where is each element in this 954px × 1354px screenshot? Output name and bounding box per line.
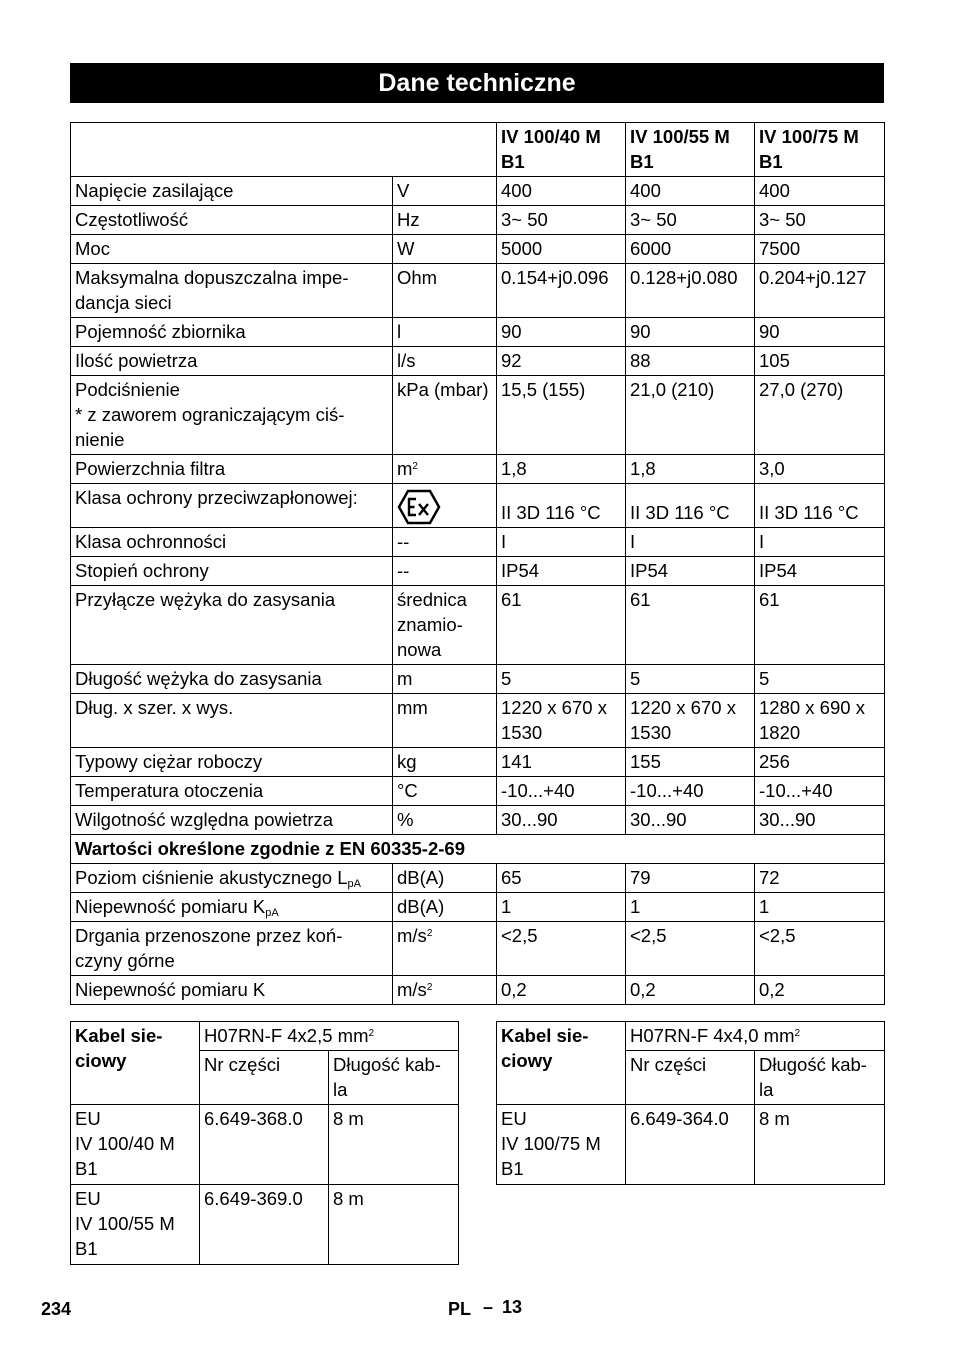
unit-sup: 2	[412, 461, 418, 472]
ex-symbol-icon	[397, 489, 441, 525]
row-label: Dług. x szer. x wys.	[71, 694, 393, 748]
row-value: 256	[755, 748, 885, 777]
row-unit: --	[393, 557, 497, 586]
table-row	[71, 1105, 459, 1185]
row-value: -10...+40	[755, 777, 885, 806]
row-value: 30...90	[755, 806, 885, 835]
cable-part: 6.649-369.0	[200, 1185, 329, 1265]
row-unit: °C	[393, 777, 497, 806]
row-value: 61	[497, 586, 626, 665]
cable-region: EU	[75, 1108, 101, 1129]
row-label	[71, 893, 393, 922]
row-label: Klasa ochronności	[71, 528, 393, 557]
cable-header-row	[71, 1022, 459, 1051]
row-value: 21,0 (210)	[626, 376, 755, 455]
model-header: IV 100/55 M B1	[626, 123, 755, 177]
row-value: IP54	[755, 557, 885, 586]
label-sub: pA	[265, 907, 279, 919]
row-value: 0,2	[755, 976, 885, 1005]
row-unit: l	[393, 318, 497, 347]
row-value: 0.128+j0.080	[626, 264, 755, 318]
row-value: 61	[626, 586, 755, 665]
row-value: 1,8	[626, 455, 755, 484]
cable-part: 6.649-364.0	[626, 1105, 755, 1185]
row-unit	[393, 922, 497, 976]
row-unit: kPa (mbar)	[393, 376, 497, 455]
row-value: IP54	[497, 557, 626, 586]
col-cable-length: Długość kab-la	[755, 1051, 885, 1105]
row-value: 1	[497, 893, 626, 922]
row-value: 3,0	[755, 455, 885, 484]
row-value: 155	[626, 748, 755, 777]
table-row	[71, 864, 885, 893]
row-unit: W	[393, 235, 497, 264]
row-unit: mm	[393, 694, 497, 748]
cable-table-left	[70, 1021, 459, 1265]
row-label: Pojemność zbiornika	[71, 318, 393, 347]
row-value: IP54	[626, 557, 755, 586]
row-label: Drgania przenoszone przez koń-czyny górne	[71, 922, 393, 976]
row-value: 79	[626, 864, 755, 893]
row-label: Ilość powietrza	[71, 347, 393, 376]
row-value: 5000	[497, 235, 626, 264]
row-unit: dB(A)	[393, 893, 497, 922]
row-value: 30...90	[626, 806, 755, 835]
cable-region: EU	[501, 1108, 527, 1129]
cable-length: 8 m	[329, 1105, 459, 1185]
row-value: 90	[755, 318, 885, 347]
row-value: 1	[755, 893, 885, 922]
row-value: 3~ 50	[626, 206, 755, 235]
row-value: 72	[755, 864, 885, 893]
cable-part: 6.649-368.0	[200, 1105, 329, 1185]
row-value: 15,5 (155)	[497, 376, 626, 455]
page-number: 234	[41, 1299, 72, 1319]
row-unit: m	[393, 665, 497, 694]
table-row	[71, 455, 885, 484]
cable-region: EU	[75, 1188, 101, 1209]
row-unit: l/s	[393, 347, 497, 376]
row-value: 400	[497, 177, 626, 206]
row-label: Moc	[71, 235, 393, 264]
cable-model	[497, 1105, 626, 1185]
row-value: 27,0 (270)	[755, 376, 885, 455]
row-value: <2,5	[755, 922, 885, 976]
unit-text: m/s	[397, 925, 427, 946]
section-page: 13	[502, 1297, 523, 1317]
row-value: II 3D 116 °C	[626, 484, 755, 528]
row-value: I	[755, 528, 885, 557]
header-empty-cell	[71, 123, 497, 177]
row-value: 1280 x 690 x 1820	[755, 694, 885, 748]
row-value: 61	[755, 586, 885, 665]
language-code: PL	[448, 1299, 472, 1319]
table-row	[71, 748, 885, 777]
unit-text: m	[397, 458, 413, 479]
cable-type-sup: 2	[794, 1028, 801, 1039]
page-title: Dane techniczne	[70, 63, 884, 103]
unit-text: m/s	[397, 979, 427, 1000]
row-value: 5	[497, 665, 626, 694]
table-row	[71, 528, 885, 557]
row-value: 5	[755, 665, 885, 694]
row-value: 0,2	[497, 976, 626, 1005]
section-heading: Wartości określone zgodnie z EN 60335-2-69	[71, 835, 885, 864]
row-value: II 3D 116 °C	[497, 484, 626, 528]
cable-model-name: IV 100/75 M B1	[501, 1133, 601, 1179]
row-unit: średnica znamio-nowa	[393, 586, 497, 665]
table-row	[71, 376, 885, 455]
technical-data-table	[70, 122, 885, 1005]
cable-model	[71, 1105, 200, 1185]
row-value: 400	[755, 177, 885, 206]
row-value: 65	[497, 864, 626, 893]
row-value: -10...+40	[497, 777, 626, 806]
table-row	[71, 893, 885, 922]
cable-length: 8 m	[329, 1185, 459, 1265]
model-header: IV 100/75 M B1	[755, 123, 885, 177]
row-label: Przyłącze wężyka do zasysania	[71, 586, 393, 665]
table-row	[71, 347, 885, 376]
table-row	[71, 177, 885, 206]
row-label: Klasa ochrony przeciwzapłonowej:	[71, 484, 393, 528]
cable-length: 8 m	[755, 1105, 885, 1185]
row-label: Długość wężyka do zasysania	[71, 665, 393, 694]
cable-header: Kabel sie-ciowy	[497, 1022, 626, 1105]
label-text: Poziom ciśnienie akustycznego L	[75, 867, 348, 888]
row-unit	[393, 455, 497, 484]
row-value: 1220 x 670 x 1530	[626, 694, 755, 748]
row-value: 105	[755, 347, 885, 376]
cable-model-name: IV 100/55 M B1	[75, 1213, 175, 1259]
row-value: 5	[626, 665, 755, 694]
row-unit	[393, 976, 497, 1005]
table-row	[71, 976, 885, 1005]
model-header: IV 100/40 M B1	[497, 123, 626, 177]
table-row	[71, 586, 885, 665]
table-row	[71, 484, 885, 528]
cable-table-right	[496, 1021, 885, 1185]
row-unit: --	[393, 528, 497, 557]
row-value: 6000	[626, 235, 755, 264]
row-unit: Hz	[393, 206, 497, 235]
row-label: Temperatura otoczenia	[71, 777, 393, 806]
col-cable-length: Długość kab-la	[329, 1051, 459, 1105]
cable-type	[626, 1022, 885, 1051]
row-label: Stopień ochrony	[71, 557, 393, 586]
section-row	[71, 835, 885, 864]
table-row	[71, 1185, 459, 1265]
row-label	[71, 864, 393, 893]
row-label: Wilgotność względna powietrza	[71, 806, 393, 835]
row-value: 30...90	[497, 806, 626, 835]
cable-header-row	[497, 1022, 885, 1051]
row-unit: kg	[393, 748, 497, 777]
row-unit	[393, 484, 497, 528]
row-label-note: * z zaworem ograniczającym ciś-nienie	[75, 404, 345, 450]
row-unit: Ohm	[393, 264, 497, 318]
row-value: I	[497, 528, 626, 557]
row-value: 1	[626, 893, 755, 922]
table-row	[71, 318, 885, 347]
row-label: Maksymalna dopuszczalna impe-dancja sieci	[71, 264, 393, 318]
row-label: Częstotliwość	[71, 206, 393, 235]
row-unit: V	[393, 177, 497, 206]
cable-type-text: H07RN-F 4x2,5 mm	[204, 1025, 369, 1046]
table-row	[71, 557, 885, 586]
header-row	[71, 123, 885, 177]
row-value: 0,2	[626, 976, 755, 1005]
cable-model	[71, 1185, 200, 1265]
row-value: 0.204+j0.127	[755, 264, 885, 318]
row-value: 3~ 50	[497, 206, 626, 235]
row-value: 88	[626, 347, 755, 376]
table-row	[71, 922, 885, 976]
row-value: 141	[497, 748, 626, 777]
row-value: 90	[626, 318, 755, 347]
cable-header: Kabel sie-ciowy	[71, 1022, 200, 1105]
cable-type-sup: 2	[368, 1028, 375, 1039]
label-text: Niepewność pomiaru K	[75, 896, 266, 917]
row-label: Typowy ciężar roboczy	[71, 748, 393, 777]
row-value: 3~ 50	[755, 206, 885, 235]
row-value: 1220 x 670 x 1530	[497, 694, 626, 748]
row-label: Niepewność pomiaru K	[71, 976, 393, 1005]
row-label: Powierzchnia filtra	[71, 455, 393, 484]
table-row	[71, 206, 885, 235]
table-row	[71, 806, 885, 835]
table-row	[71, 235, 885, 264]
row-value: II 3D 116 °C	[755, 484, 885, 528]
cable-model-name: IV 100/40 M B1	[75, 1133, 175, 1179]
cable-type	[200, 1022, 459, 1051]
row-value: 90	[497, 318, 626, 347]
row-value: 1,8	[497, 455, 626, 484]
col-part-number: Nr części	[200, 1051, 329, 1105]
table-row	[71, 665, 885, 694]
row-label: Napięcie zasilające	[71, 177, 393, 206]
table-row	[71, 264, 885, 318]
table-row	[71, 694, 885, 748]
table-row	[497, 1105, 885, 1185]
footer-separator: –	[483, 1297, 494, 1317]
unit-sup: 2	[426, 928, 433, 939]
unit-sup: 2	[426, 982, 433, 993]
row-label	[71, 376, 393, 455]
row-value: 0.154+j0.096	[497, 264, 626, 318]
row-value: 400	[626, 177, 755, 206]
row-value: 7500	[755, 235, 885, 264]
label-sub: pA	[347, 878, 361, 890]
row-value: <2,5	[626, 922, 755, 976]
col-part-number: Nr części	[626, 1051, 755, 1105]
row-unit: dB(A)	[393, 864, 497, 893]
row-value: 92	[497, 347, 626, 376]
row-value: <2,5	[497, 922, 626, 976]
table-row	[71, 777, 885, 806]
row-unit: %	[393, 806, 497, 835]
row-value: -10...+40	[626, 777, 755, 806]
row-value: I	[626, 528, 755, 557]
cable-type-text: H07RN-F 4x4,0 mm	[630, 1025, 795, 1046]
row-label-main: Podciśnienie	[75, 379, 180, 400]
